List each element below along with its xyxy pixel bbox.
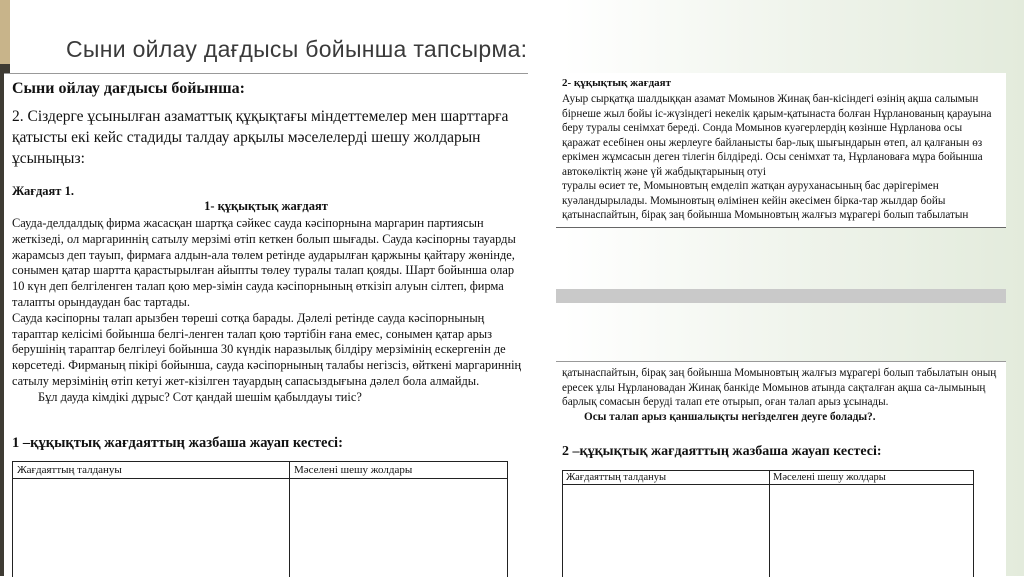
case-2-title: 2- құқықтық жағдаят xyxy=(562,77,671,89)
right-document-top xyxy=(556,73,1006,228)
case-2-paragraph: қатынаспайтын, бірақ заң бойынша Момыновтың жалғыз мұрагері болып табылатын оның ересек ұлы Нұрлановадан Жинақ банкіде Момынов атында сақталған ақша са-лымының барлық сомасын беруді талап ете отырып, оған талап арыз ұсынады. xyxy=(562,366,1002,410)
right-document-bottom xyxy=(556,361,1006,577)
answer-table-1-title: 1 –құқықтық жағдаяттың жазбаша жауап кестесі: xyxy=(12,435,343,452)
table-header-analysis: Жағдаяттың талдануы xyxy=(13,462,290,479)
case-2-question: Осы талап арыз қаншалықты негізделген деуге болады?. xyxy=(562,410,1002,425)
table-cell-analysis[interactable] xyxy=(13,479,290,577)
answer-table-1 xyxy=(12,461,508,577)
table-header-analysis: Жағдаяттың талдануы xyxy=(563,471,770,485)
slide-left-bar-accent xyxy=(0,0,10,64)
slide-title: Сыни ойлау дағдысы бойынша тапсырма: xyxy=(66,36,527,63)
table-header-solutions: Мәселені шешу жолдары xyxy=(770,471,974,485)
case-2-continuation xyxy=(562,366,1002,424)
left-document xyxy=(4,73,528,577)
case-1-paragraph: Сауда кәсіпорны талап арызбен төреші сотқа барады. Дәлелі ретінде сауда кәсіпорнының тараптар келісімі бойынша белгі-ленген талап қою тәртібін ғана емес, сонымен қатар арыз берушінің тараптар белгілеуі бойынша 30 күндік наразылық білдіру мерзімінің ескергенін де көрсетеді. Фирманың пікірі бойынша, сауда кәсіпорнының талабы негізсіз, өйткені маргариннің сатылу мерзімінің өтіп кетуі жет-кізілген тауардың сапасыздығына дәлел бола алмайды. xyxy=(12,311,526,390)
case-2-paragraph: туралы өсиет те, Момыновтың емделіп жатқан ауруханасының бас дәрігерімен куәландырылады. Момыновтың өлімінен кейін әкесімен бірка-тар жылдар бойы қатынаспайтын, бірақ заң бойынша Момыновтың жалғыз мұрагері болып табылатын xyxy=(562,179,1002,223)
case-2-body xyxy=(562,92,1002,223)
answer-table-2-title: 2 –құқықтық жағдаяттың жазбаша жауап кестесі: xyxy=(562,444,882,460)
case-1-body xyxy=(12,216,526,406)
table-cell-analysis[interactable] xyxy=(563,485,770,577)
case-1-paragraph: Сауда-делдалдық фирма жасасқан шартқа сәйкес сауда кәсіпорнына маргарин партиясын жеткізеді, ол маргариннің сатылу мерзімі өтіп кеткен болып шығады. Сауда кәсіпорны тауарды жарамсыз деп тауып, фирмаға алдын-ала төлем ретінде аударылған қаржыны қайтару жөнінде, сонымен қатар шартта қарастырылған айыпты төлеу туралы талап қояды. Шарт бойынша олар 10 күн деп белгіленген талап қою мер-зімін сауда кәсіпорнының өткізіп алуын сілтеп, фирма талапты орындаудан бас тартады. xyxy=(12,216,526,311)
case-1-question: Бұл дауда кімдікі дұрыс? Сот қандай шешім қабылдауы тиіс? xyxy=(12,390,526,406)
doc-heading: Сыни ойлау дағдысы бойынша: xyxy=(12,80,245,98)
situation-label: Жағдаят 1. xyxy=(12,184,74,199)
table-header-solutions: Мәселені шешу жолдары xyxy=(290,462,508,479)
case-2-paragraph: Ауыр сырқатқа шалдыққан азамат Момынов Жинақ бан-кісіндегі өзінің ақша салымын бірнеше жыл бойы іс-жүзіндегі некелік қарым-қатынаста болған Нұрланованың қарауына беру туралы сенімхат береді. Сонда Момынов куәгерлердің көзінше Нұрланова осы қаражат есебінен оны жерлеуге байланысты бар-лық шығындарын өтеп, ал қалғанын өз еркімен жұмсасын деген тілегін білдіреді. Осы сенімхат та, Нұрлановаға мұра бойынша автокөліктің және үй жабдықтарының отуі xyxy=(562,92,1002,179)
table-cell-solutions[interactable] xyxy=(290,479,508,577)
case-1-title: 1- құқықтық жағдаят xyxy=(4,199,528,214)
table-cell-solutions[interactable] xyxy=(770,485,974,577)
answer-table-2 xyxy=(562,470,974,577)
page-separator xyxy=(556,289,1006,303)
task-text: 2. Сіздерге ұсынылған азаматтық құқықтағы міндеттемелер мен шарттарға қатысты екі кейс стадиды талдау арқылы мәселелерді шешу жолдарын ұсыныңыз: xyxy=(12,106,522,169)
